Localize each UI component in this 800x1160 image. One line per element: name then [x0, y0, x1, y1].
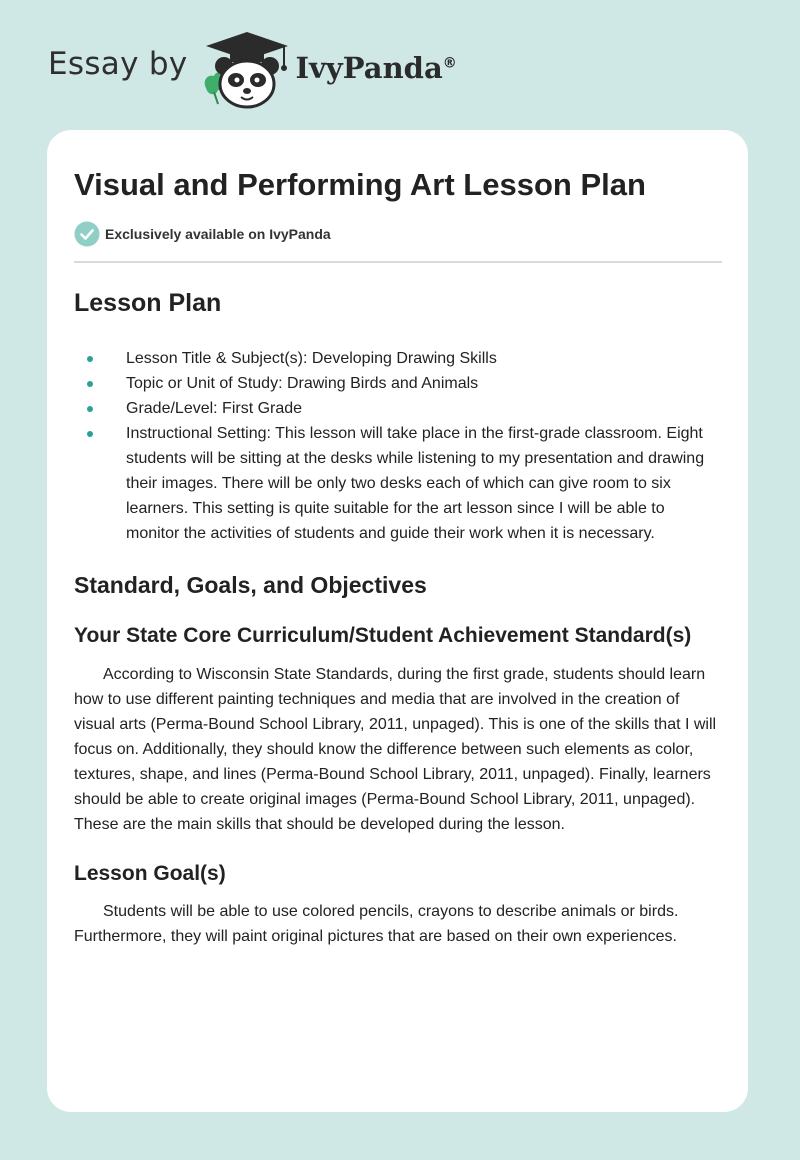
brand-name-text: IvyPanda	[295, 51, 443, 85]
lesson-details-list	[74, 346, 722, 546]
curriculum-paragraph: According to Wisconsin State Standards, during the first grade, students should learn how to use different painting techniques and media that are involved in the creation of visual arts (Perma-Bound School Library, 2011, unpaged). This is one of the skills that I will focus on. Additionally, they should know the difference between such elements as color, textures, shape, and lines (Perma-Bound School Library, 2011, unpaged). Finally, learners should be able to create original images (Perma-Bound School Library, 2011, unpaged). These are the main skills that should be developed during the lesson.	[74, 666, 717, 833]
list-item-text: Grade/Level: First Grade	[126, 400, 303, 417]
check-badge-icon	[74, 221, 100, 247]
essay-card	[47, 130, 748, 1112]
lesson-plan-heading: Lesson Plan	[74, 289, 222, 317]
brand-prefix: Essay by	[48, 46, 188, 82]
registered-mark: ®	[442, 55, 457, 72]
list-item-text: Instructional Setting: This lesson will take place in the first-grade classroom. Eight students will be sitting at the desks while listening to my presentation and drawing their images. There will be only two desks each of which can give room to six learners. This setting is quite suitable for the art lesson since I will be able to monitor the activities of students and guide their work when it is necessary.	[126, 425, 705, 542]
list-item-text: Lesson Title & Subject(s): Developing Drawing Skills	[126, 350, 497, 367]
bullet-dot	[87, 406, 93, 412]
curriculum-heading: Your State Core Curriculum/Student Achievement Standard(s)	[74, 624, 692, 647]
bullet-dot	[87, 381, 93, 387]
goals-heading: Lesson Goal(s)	[74, 862, 226, 885]
bullet-dot	[87, 356, 93, 362]
title-divider	[74, 261, 722, 263]
list-item	[74, 396, 722, 421]
panda-logo-icon	[200, 30, 294, 110]
list-item-text: Topic or Unit of Study: Drawing Birds and Animals	[126, 375, 479, 392]
brand-name	[296, 51, 457, 85]
page-title: Visual and Performing Art Lesson Plan	[74, 167, 646, 202]
list-item	[74, 371, 722, 396]
list-item	[74, 421, 722, 546]
brand-header[interactable]	[48, 30, 457, 110]
list-item	[74, 346, 722, 371]
standards-heading: Standard, Goals, and Objectives	[74, 572, 427, 598]
exclusive-label: Exclusively available on IvyPanda	[105, 226, 331, 242]
goals-paragraph: Students will be able to use colored pencils, crayons to describe animals or birds. Furthermore, they will paint original pictures that are based on their own experiences.	[74, 903, 679, 945]
exclusive-badge	[74, 221, 722, 247]
bullet-dot	[87, 431, 93, 437]
